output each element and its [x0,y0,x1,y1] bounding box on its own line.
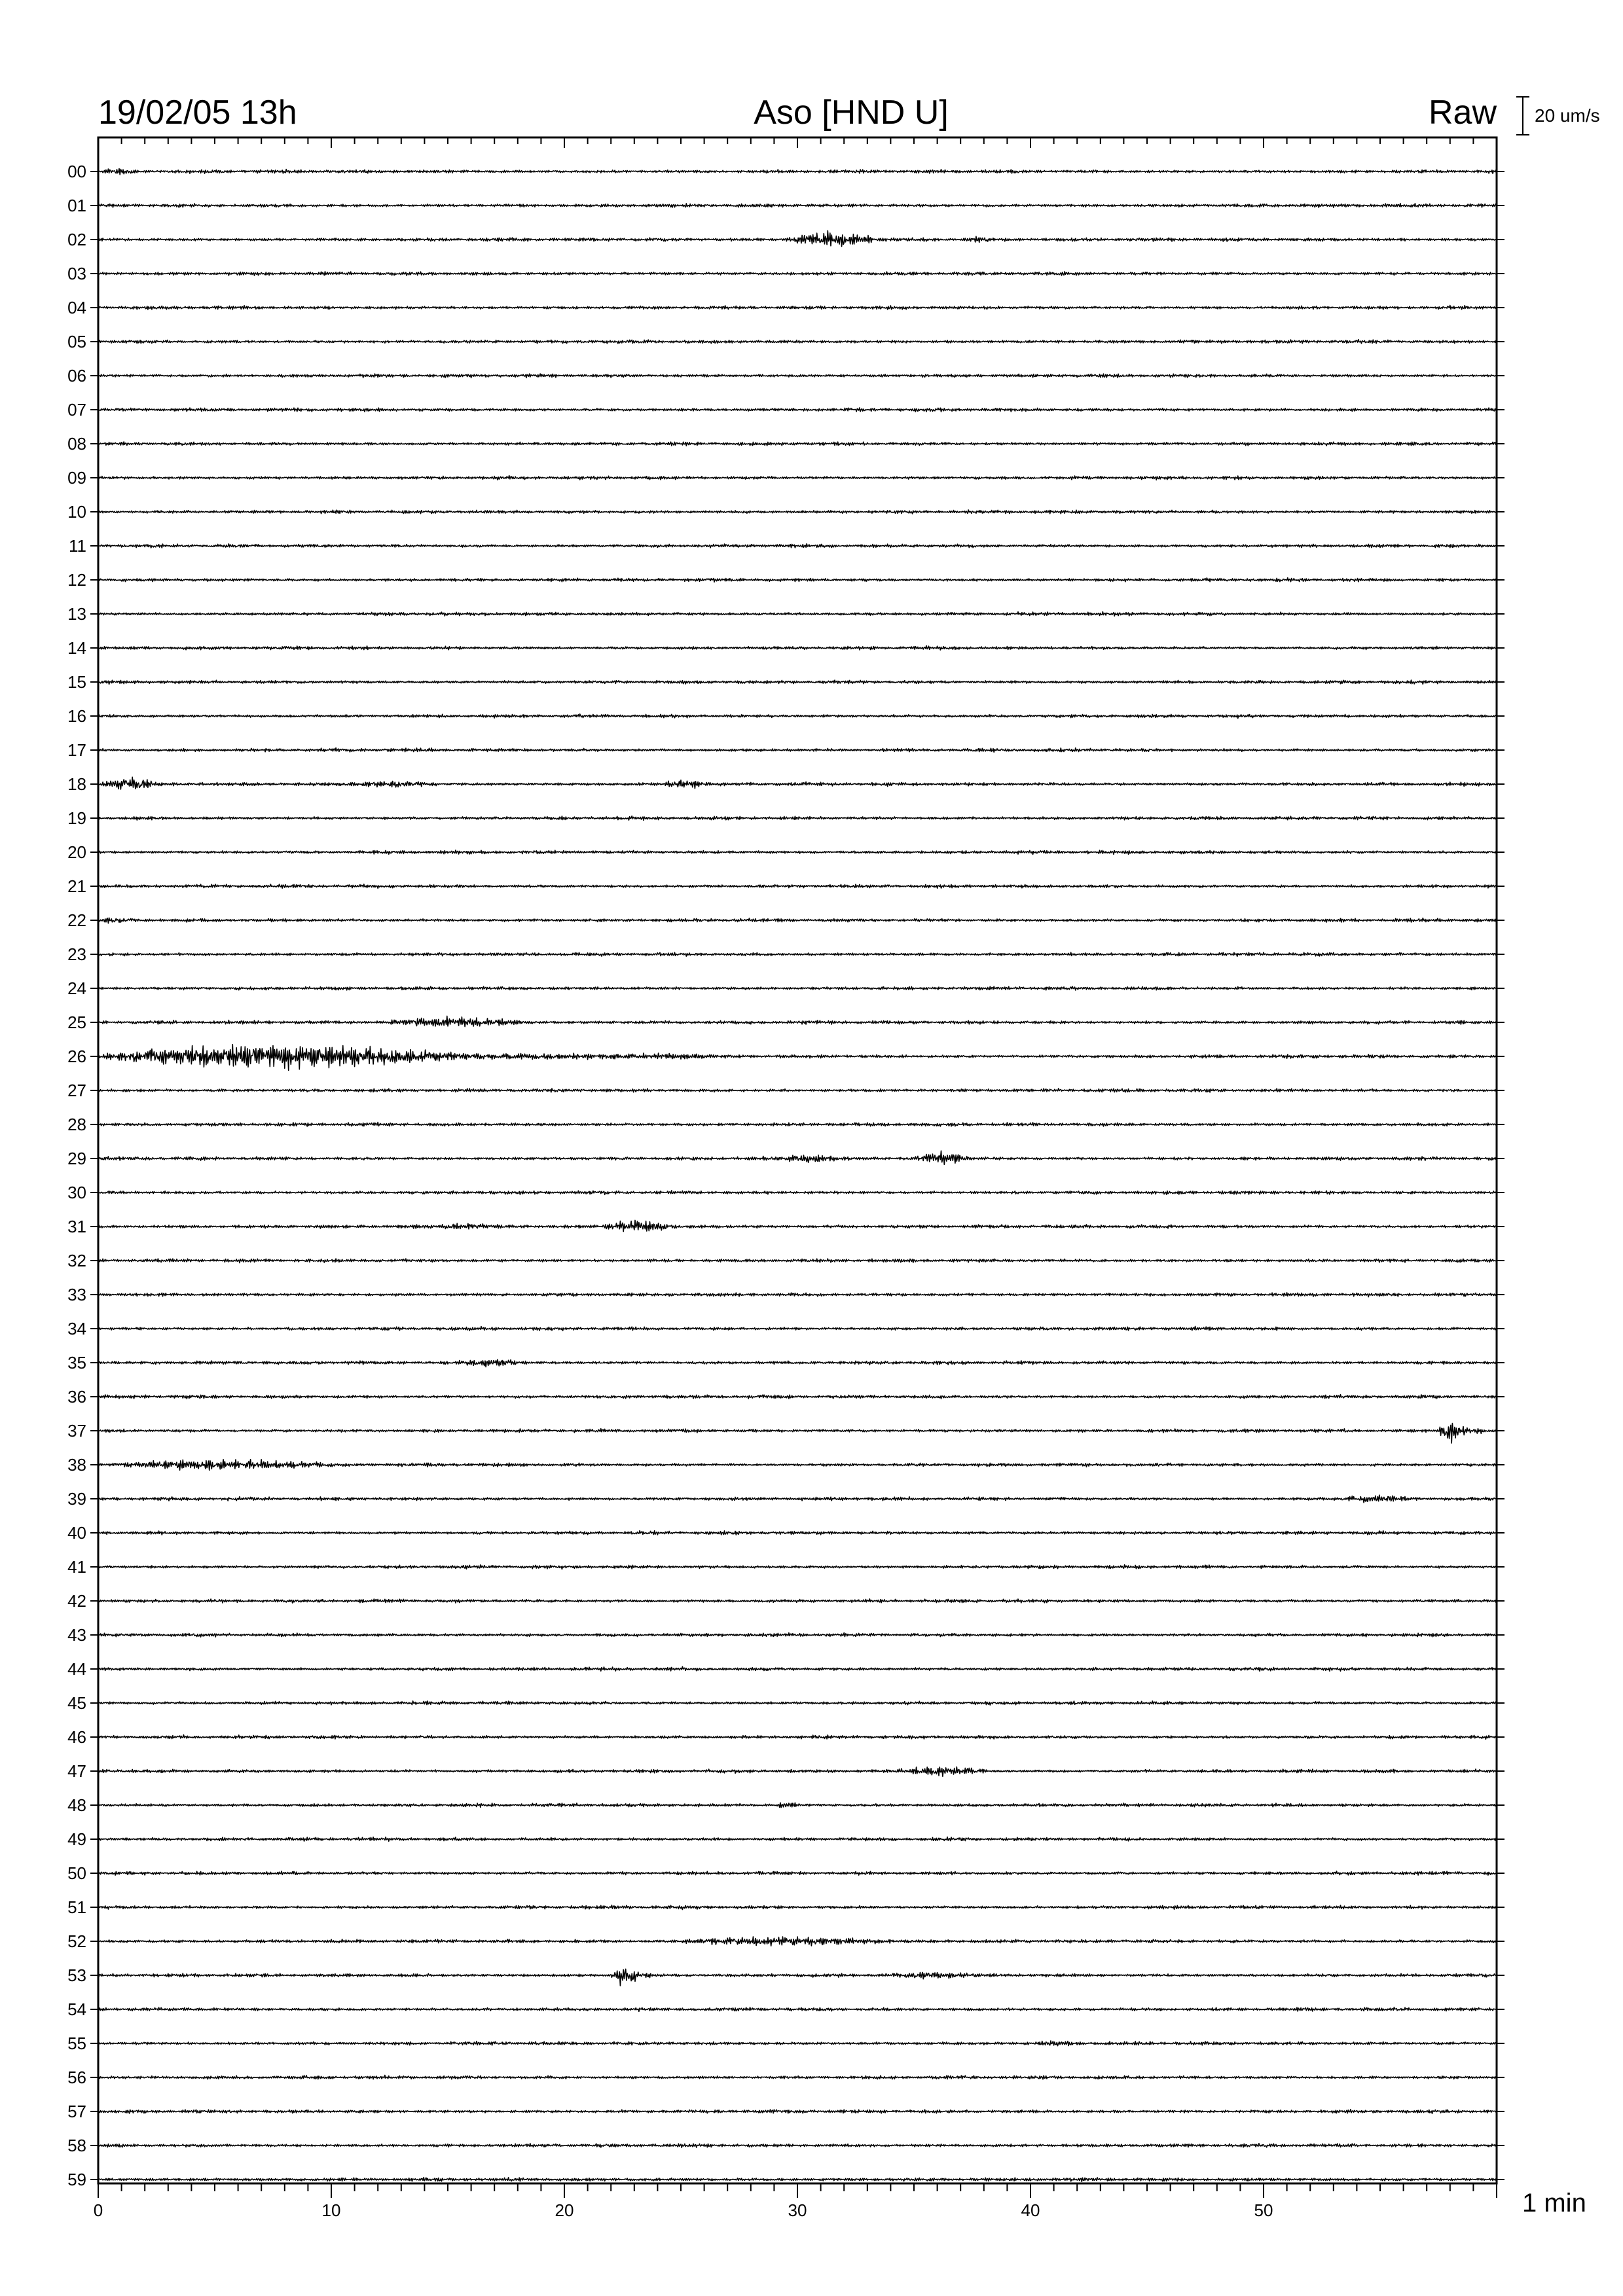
row-label: 22 [67,910,86,930]
trace-line [98,1220,1497,1231]
trace-line [98,850,1497,854]
trace-line [98,1191,1497,1194]
x-tick-label: 0 [93,2200,103,2220]
row-label: 31 [67,1217,86,1236]
trace-line [98,374,1497,378]
row-label: 15 [67,672,86,692]
trace-line [98,1460,1497,1471]
row-label: 39 [67,1489,86,1509]
trace-line [98,2109,1497,2113]
trace-line [98,1259,1497,1263]
row-label: 49 [67,1829,86,1849]
trace-line [98,1599,1497,1603]
trace-line [98,2007,1497,2012]
row-label: 01 [67,196,86,215]
row-label: 18 [67,774,86,794]
trace-line [98,1871,1497,1875]
row-label: 38 [67,1455,86,1475]
row-label: 24 [67,978,86,998]
x-tick-label: 50 [1254,2200,1273,2220]
trace-line [98,884,1497,888]
top-minor-ticks [98,137,1497,148]
row-label: 16 [67,706,86,726]
row-label: 21 [67,876,86,896]
row-label: 17 [67,740,86,760]
row-label: 56 [67,2068,86,2087]
trace-line [98,1666,1497,1671]
trace-line [98,2041,1497,2046]
trace-line [98,408,1497,412]
trace-line [98,544,1497,548]
trace-line [98,340,1497,344]
trace-line [98,169,1497,175]
trace-line [98,714,1497,719]
trace-line [98,952,1497,956]
row-label: 32 [67,1251,86,1270]
row-label: 29 [67,1149,86,1168]
trace-line [98,680,1497,684]
row-label: 09 [67,468,86,488]
x-tick-label: 20 [555,2200,574,2220]
row-label: 58 [67,2136,86,2155]
trace-line [98,1122,1497,1126]
trace-line [98,1803,1497,1807]
trace-line [98,578,1497,583]
row-label: 02 [67,230,86,249]
row-label: 51 [67,1897,86,1917]
row-label: 03 [67,264,86,283]
row-label: 30 [67,1183,86,1202]
row-label: 34 [67,1319,86,1338]
trace-line [98,1293,1497,1297]
row-label: 44 [67,1659,86,1679]
trace-line [98,1495,1497,1503]
trace-line [98,1767,1497,1777]
row-label: 54 [67,2000,86,2019]
trace-line [98,272,1497,276]
trace-line [98,1395,1497,1399]
row-label: 53 [67,1965,86,1985]
row-label: 33 [67,1285,86,1304]
row-label: 19 [67,808,86,828]
row-label: 25 [67,1013,86,1032]
row-label: 00 [67,162,86,181]
trace-line [98,1837,1497,1842]
row-label: 14 [67,638,86,658]
trace-line [98,748,1497,753]
mode-label: Raw [1428,94,1497,132]
row-label: 55 [67,2034,86,2053]
trace-rows [67,162,1504,2189]
trace-line [98,1565,1497,1570]
row-label: 23 [67,944,86,964]
row-label: 42 [67,1591,86,1611]
row-label: 10 [67,502,86,522]
trace-line [98,918,1497,923]
trace-line [98,1359,1497,1367]
trace-line [98,986,1497,990]
row-label: 57 [67,2102,86,2121]
trace-line [98,1701,1497,1705]
row-label: 59 [67,2170,86,2189]
row-label: 13 [67,604,86,624]
amplitude-scale-label: 20 um/s [1535,105,1600,126]
row-label: 35 [67,1353,86,1372]
row-label: 08 [67,434,86,454]
x-tick-label: 30 [788,2200,807,2220]
trace-line [98,1531,1497,1535]
row-label: 06 [67,366,86,386]
trace-line [98,1088,1497,1092]
trace-line [98,646,1497,651]
trace-line [98,1016,1497,1026]
row-label: 12 [67,570,86,590]
trace-line [98,777,1497,789]
trace-line [98,442,1497,446]
row-label: 48 [67,1795,86,1815]
trace-line [98,1633,1497,1637]
trace-line [98,476,1497,480]
row-label: 40 [67,1523,86,1543]
row-label: 27 [67,1081,86,1100]
row-label: 43 [67,1625,86,1645]
x-tick-labels [94,2200,1273,2220]
row-label: 47 [67,1761,86,1781]
amplitude-scale-bar [1516,97,1529,135]
bottom-ticks [98,2183,1497,2198]
row-label: 20 [67,842,86,862]
trace-line [98,1937,1497,1946]
row-label: 11 [69,536,86,556]
row-label: 05 [67,332,86,351]
station-title: Aso [HND U] [754,94,949,132]
x-tick-label: 40 [1021,2200,1040,2220]
trace-line [98,1424,1497,1443]
trace-line [98,2178,1497,2182]
trace-line [98,1905,1497,1910]
trace-line [98,816,1497,821]
row-label: 52 [67,1931,86,1951]
time-unit-label: 1 min [1522,2189,1586,2217]
trace-line [98,2075,1497,2079]
row-label: 46 [67,1727,86,1747]
x-tick-label: 10 [321,2200,341,2220]
row-label: 50 [67,1863,86,1883]
trace-line [98,1969,1497,1986]
row-label: 36 [67,1387,86,1407]
row-label: 28 [67,1115,86,1134]
trace-line [98,230,1497,246]
trace-line [98,2144,1497,2147]
row-label: 45 [67,1693,86,1713]
trace-line [98,204,1497,207]
trace-line [98,306,1497,310]
row-label: 07 [67,400,86,420]
row-label: 41 [67,1557,86,1577]
row-label: 04 [67,298,86,317]
row-label: 37 [67,1421,86,1441]
trace-line [98,1151,1497,1164]
row-label: 26 [67,1047,86,1066]
trace-line [98,1045,1497,1071]
datetime-label: 19/02/05 13h [98,94,297,132]
trace-line [98,1327,1497,1331]
trace-line [98,510,1497,514]
trace-line [98,612,1497,617]
trace-line [98,1735,1497,1740]
